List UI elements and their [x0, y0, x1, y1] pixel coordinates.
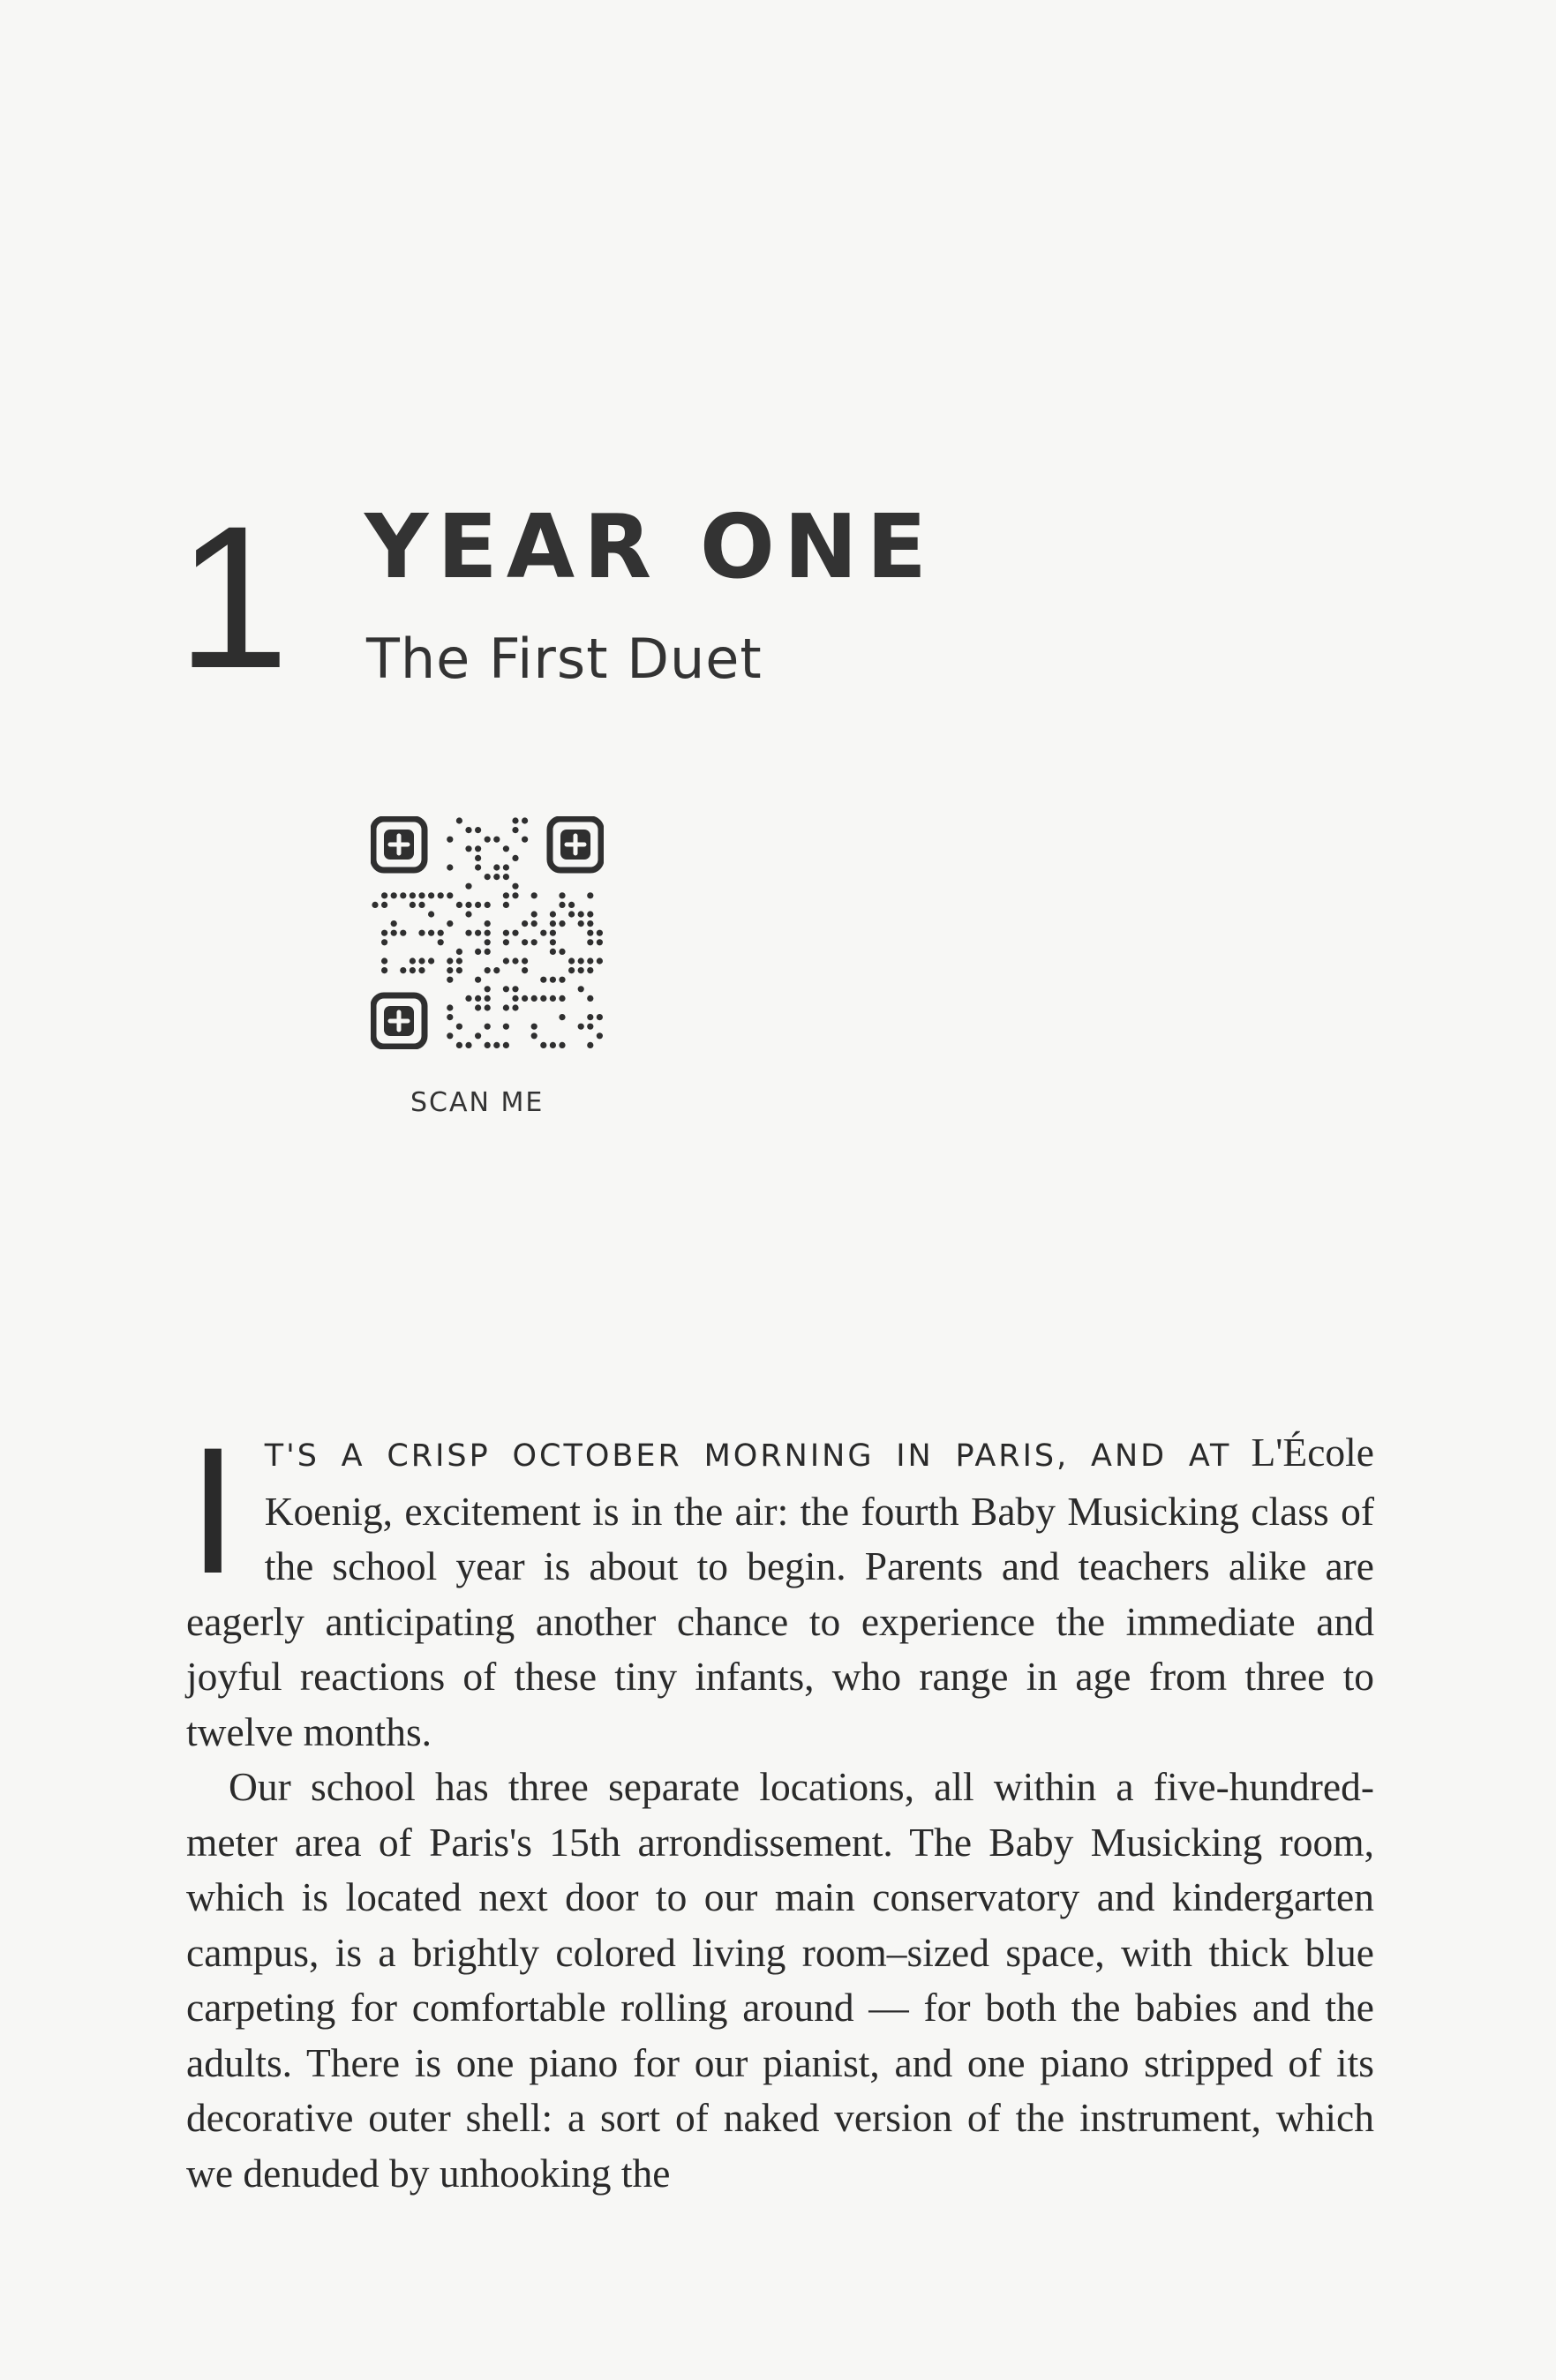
chapter-subtitle: The First Duet [366, 627, 763, 691]
qr-code-icon[interactable] [371, 816, 604, 1049]
paragraph-2: Our school has three separate locations, all within a five-hundred-meter area of Paris's 15th arrondissement. The Baby Musicking room, which is located next door to our main conservatory and kindergarten campus, is a brightly colored living room–sized space, with thick blue carpeting for comfortable rolling around — for both the babies and the adults. There is one piano for our pianist, and one piano stripped of its decorative outer shell: a sort of naked version of the instrument, which we denuded by unhooking the [186, 1764, 1374, 2196]
chapter-title: YEAR ONE [365, 495, 936, 598]
paragraph-1 [186, 1410, 1375, 1760]
lead-in-smallcaps: T'S A CRISP OCTOBER MORNING IN PARIS, AND AT [264, 1438, 1232, 1474]
chapter-number: 1 [177, 484, 286, 710]
scan-me-label: SCAN ME [410, 1087, 545, 1118]
paragraph-1-text: L'École Koenig, excitement is in the air: the fourth Baby Musicking class of the school year is about to begin. Parents and teachers alike are eagerly anticipating another chance to experience the immediate and joyful reactions of these tiny infants, who range in age from three to twelve months. [186, 1430, 1375, 1754]
body-text [186, 1410, 1375, 2201]
drop-cap: I [188, 1410, 238, 1611]
